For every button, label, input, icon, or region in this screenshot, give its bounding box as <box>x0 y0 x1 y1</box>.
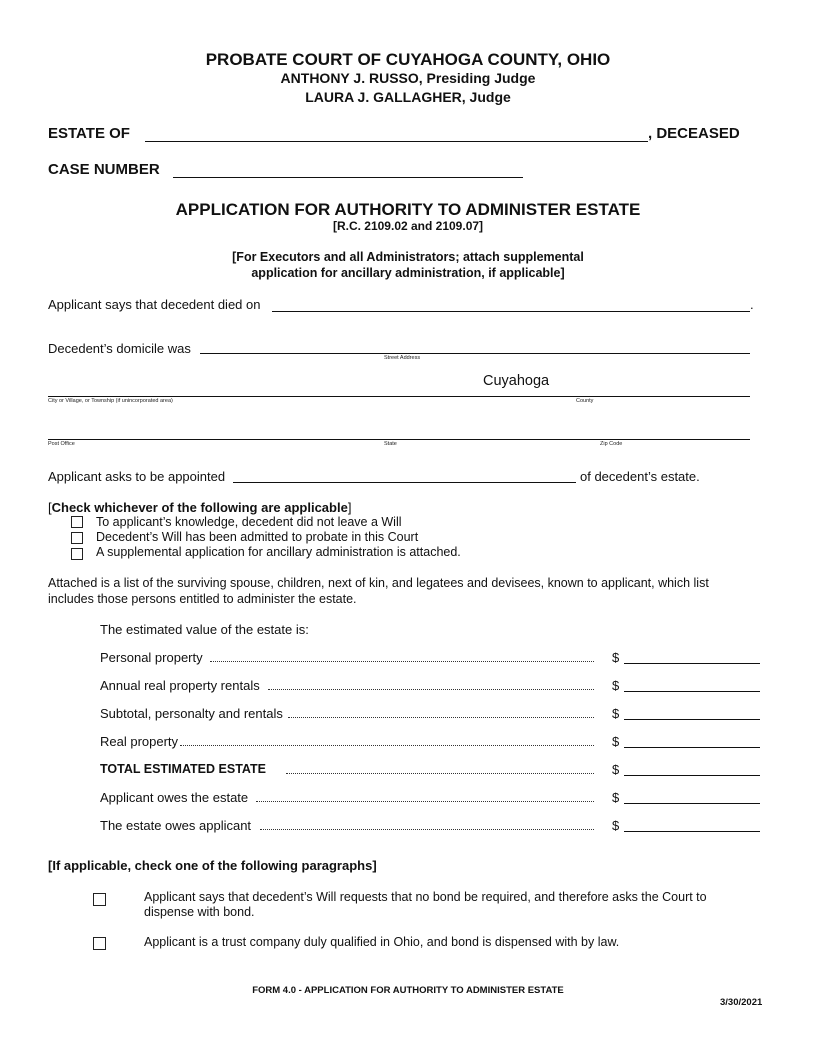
domicile-label: Decedent’s domicile was <box>48 341 191 356</box>
court-title: PROBATE COURT OF CUYAHOGA COUNTY, OHIO <box>205 50 611 69</box>
estate-label: ESTATE OF <box>48 125 130 142</box>
appointment-suffix: of decedent’s estate. <box>580 469 700 484</box>
death-date-label: Applicant says that decedent died on <box>48 297 261 312</box>
real-property-label: Real property <box>100 734 179 749</box>
annual-rentals-amount[interactable] <box>624 691 760 692</box>
currency-sign: $ <box>612 650 620 665</box>
leader-dots <box>268 689 594 690</box>
will-admitted-checkbox[interactable] <box>71 532 83 544</box>
ancillary-label: A supplemental application for ancillary administration is attached. <box>96 545 461 559</box>
checks-heading: [Check whichever of the following are applicable] <box>48 500 352 515</box>
no-bond-text-line2: dispense with bond. <box>144 905 255 919</box>
leader-dots <box>288 717 594 718</box>
deceased-label: , DECEASED <box>648 125 740 142</box>
trust-company-checkbox[interactable] <box>93 937 106 950</box>
personal-property-label: Personal property <box>100 650 203 665</box>
death-date-period: . <box>750 297 754 312</box>
currency-sign: $ <box>612 790 620 805</box>
attached-text-line1: Attached is a list of the surviving spouse, children, next of kin, and legatees and devisees, known to applicant, which list <box>48 576 709 590</box>
appointment-field[interactable] <box>233 482 576 483</box>
currency-sign: $ <box>612 818 620 833</box>
city-caption: City or Village, or Township (if unincorporated area) <box>48 398 173 404</box>
form-title: APPLICATION FOR AUTHORITY TO ADMINISTER ESTATE <box>175 200 641 219</box>
currency-sign: $ <box>612 706 620 721</box>
currency-sign: $ <box>612 678 620 693</box>
leader-dots <box>260 829 594 830</box>
post-office-caption: Post Office <box>48 441 75 447</box>
county-caption: County <box>576 398 594 404</box>
bond-heading: [If applicable, check one of the following paragraphs] <box>48 858 377 873</box>
leader-dots <box>180 745 594 746</box>
leader-dots <box>286 773 594 774</box>
death-date-field[interactable] <box>272 311 750 312</box>
subtotal-label: Subtotal, personalty and rentals <box>100 706 283 721</box>
total-estate-label: TOTAL ESTIMATED ESTATE <box>100 762 266 776</box>
applicant-owes-label: Applicant owes the estate <box>100 790 249 805</box>
valuation-intro: The estimated value of the estate is: <box>100 622 309 637</box>
no-bond-text-line1: Applicant says that decedent’s Will requests that no bond be required, and therefore asks the Court to <box>144 890 707 904</box>
no-bond-checkbox[interactable] <box>93 893 106 906</box>
footer-date: 3/30/2021 <box>720 997 763 1008</box>
appointment-label: Applicant asks to be appointed <box>48 469 226 484</box>
footer-form-name: FORM 4.0 - APPLICATION FOR AUTHORITY TO ADMINISTER ESTATE <box>252 985 564 996</box>
case-number-field[interactable] <box>173 177 523 178</box>
post-office-state-zip-field[interactable] <box>48 439 750 440</box>
will-admitted-label: Decedent’s Will has been admitted to probate in this Court <box>96 530 419 544</box>
estate-owes-amount[interactable] <box>624 831 760 832</box>
applicant-owes-amount[interactable] <box>624 803 760 804</box>
trust-company-text: Applicant is a trust company duly qualified in Ohio, and bond is dispensed with by law. <box>144 935 620 949</box>
total-estate-amount[interactable] <box>624 775 760 776</box>
currency-sign: $ <box>612 734 620 749</box>
zip-caption: Zip Code <box>600 441 623 447</box>
leader-dots <box>210 661 594 662</box>
form-note-line1: [For Executors and all Administrators; attach supplemental <box>232 250 584 264</box>
presiding-judge: ANTHONY J. RUSSO, Presiding Judge <box>280 70 536 86</box>
real-property-amount[interactable] <box>624 747 760 748</box>
county-value[interactable]: Cuyahoga <box>483 373 550 389</box>
form-note-line2: application for ancillary administration, if applicable] <box>251 266 565 280</box>
no-will-checkbox[interactable] <box>71 516 83 528</box>
estate-owes-label: The estate owes applicant <box>100 818 252 833</box>
no-will-label: To applicant’s knowledge, decedent did not leave a Will <box>96 515 402 529</box>
currency-sign: $ <box>612 762 620 777</box>
annual-rentals-label: Annual real property rentals <box>100 678 260 693</box>
case-number-label: CASE NUMBER <box>48 161 160 178</box>
statute-reference: [R.C. 2109.02 and 2109.07] <box>332 219 484 233</box>
street-address-field[interactable] <box>200 353 750 354</box>
street-address-caption: Street Address <box>384 355 421 361</box>
subtotal-amount[interactable] <box>624 719 760 720</box>
estate-name-field[interactable] <box>145 141 648 142</box>
city-county-field[interactable] <box>48 396 750 397</box>
personal-property-amount[interactable] <box>624 663 760 664</box>
attached-text-line2: includes those persons entitled to administer the estate. <box>48 592 357 606</box>
state-caption: State <box>384 441 397 447</box>
leader-dots <box>256 801 594 802</box>
judge: LAURA J. GALLAGHER, Judge <box>305 89 511 105</box>
ancillary-checkbox[interactable] <box>71 548 83 560</box>
